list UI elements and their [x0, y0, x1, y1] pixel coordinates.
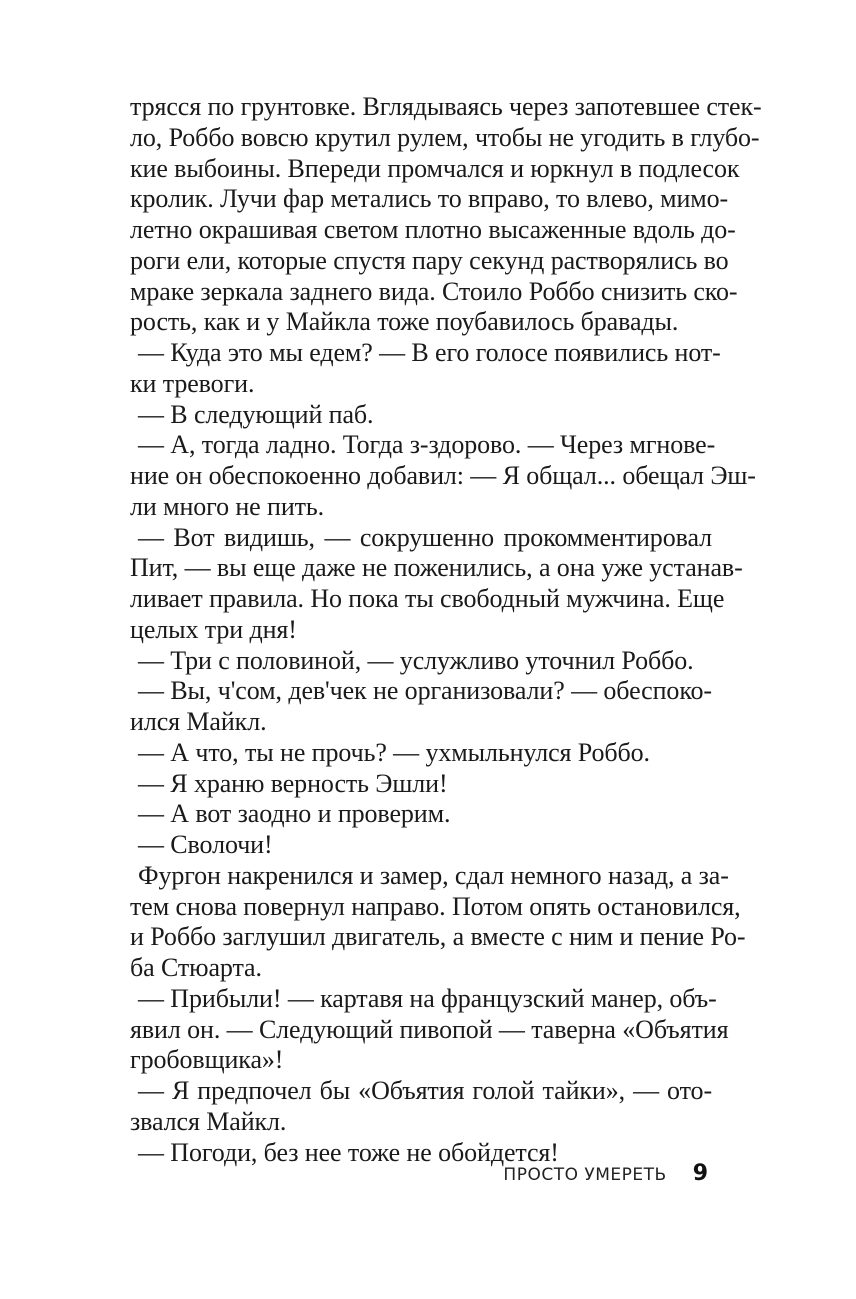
text-line: гробовщика»! [130, 1045, 284, 1075]
text-line: ки тревоги. [130, 368, 255, 398]
text-line: тем снова повернул направо. Потом опять остановился, [130, 891, 741, 921]
text-line: — Прибыли! — картавя на французский манер, объ- [138, 983, 717, 1013]
text-line: кролик. Лучи фар метались то вправо, то влево, мимо- [130, 184, 729, 214]
text-line: ли много не пить. [130, 491, 325, 521]
text-line: мраке зеркала заднего вида. Стоило Роббо снизить ско- [130, 276, 738, 306]
page-body-text [130, 92, 762, 1168]
page-number: 9 [692, 1161, 708, 1186]
text-line: целых три дня! [130, 614, 297, 644]
text-line: Пит, — вы еще даже не поженились, а она уже устанав- [130, 553, 743, 583]
text-line: звался Майкл. [130, 1106, 287, 1136]
text-line: роги ели, которые спустя пару секунд растворялись во [130, 245, 729, 275]
text-line: — Я предпочел бы «Объятия голой тайки», — ото- [138, 1076, 712, 1105]
text-line: — Вот видишь, — сокрушенно прокомментировал [138, 522, 712, 552]
page-footer [503, 1161, 708, 1186]
text-line: явил он. — Следующий пивопой — таверна «Объятия [130, 1014, 729, 1044]
text-line: ливает правила. Но пока ты свободный мужчина. Еще [130, 584, 725, 613]
text-line: трясся по грунтовке. Вглядываясь через запотевшее стек- [130, 92, 762, 121]
text-line: — Куда это мы едем? — В его голосе появились нот- [138, 338, 721, 367]
text-line: — А вот заодно и проверим. [138, 799, 451, 829]
text-line: — А что, ты не прочь? — ухмыльнулся Роббо. [138, 737, 650, 767]
text-line: — В следующий паб. [138, 399, 374, 429]
text-line: летно окрашивая светом плотно высаженные вдоль до- [130, 215, 736, 244]
text-line: — Вы, ч'сом, дев'чек не организовали? — обеспоко- [138, 676, 712, 706]
text-line: ние он обеспокоенно добавил: — Я общал... обещал Эш- [130, 461, 756, 490]
text-line: и Роббо заглушил двигатель, а вместе с ним и пение Ро- [130, 922, 746, 952]
text-line: — А, тогда ладно. Тогда з-здорово. — Через мгнове- [138, 430, 716, 460]
text-line: ба Стюарта. [130, 953, 262, 982]
text-line: кие выбоины. Впереди промчался и юркнул в подлесок [130, 153, 740, 183]
text-line: — Сволочи! [138, 830, 273, 859]
text-line: — Три с половиной, — услужливо уточнил Роббо. [138, 645, 694, 675]
text-line: рость, как и у Майкла тоже поубавилось бравады. [130, 307, 679, 337]
text-line: — Погоди, без нее тоже не обойдется! [138, 1137, 559, 1167]
running-title: ПРОСТО УМЕРЕТЬ [503, 1165, 667, 1185]
text-line: — Я храню верность Эшли! [138, 768, 448, 798]
text-line: Фургон накренился и замер, сдал немного назад, а за- [138, 860, 729, 890]
text-line: ло, Роббо вовсю крутил рулем, чтобы не угодить в глубо- [130, 122, 760, 152]
text-line: ился Майкл. [130, 707, 267, 736]
